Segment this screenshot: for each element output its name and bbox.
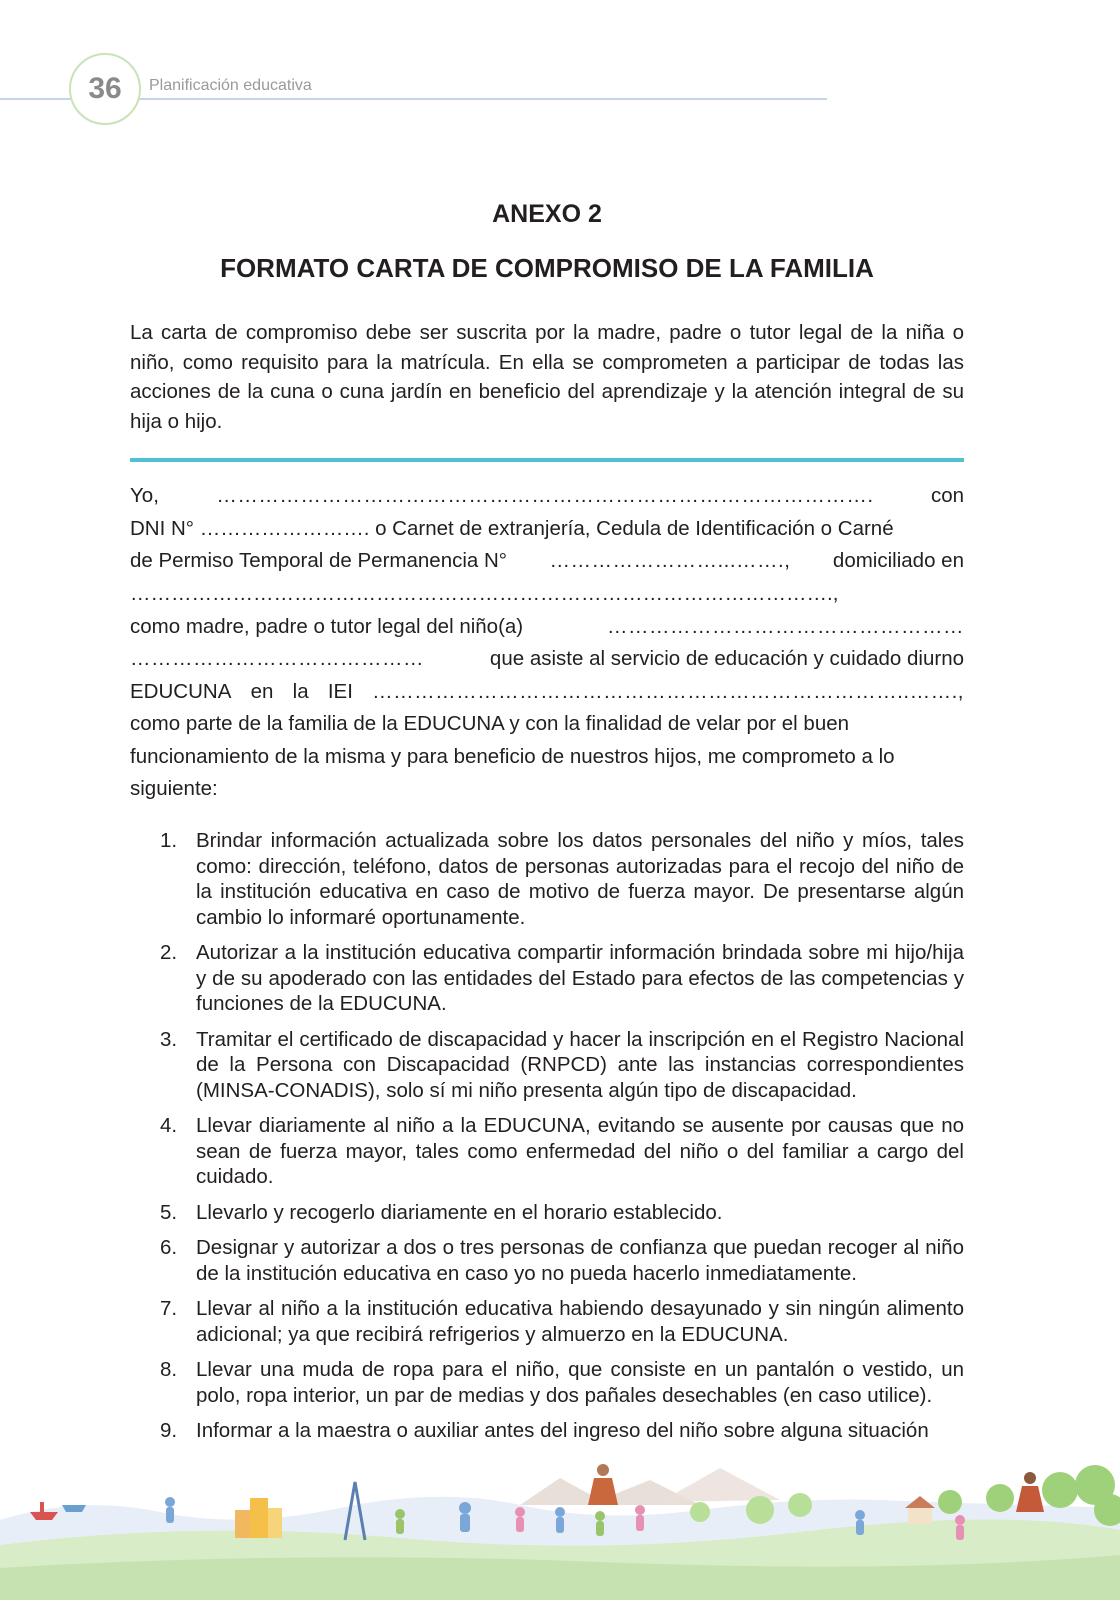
list-item [130,1200,964,1226]
form-text: como madre, padre o tutor legal del niño(a) [130,615,524,638]
list-item [130,828,964,930]
item-number: 1. [160,829,178,852]
form-line-permit [130,549,964,573]
annex-title: ANEXO 2 [492,200,602,228]
list-item [130,1235,964,1286]
list-item [130,1418,964,1444]
form-text: Yo, [130,484,159,507]
form-text: con [930,484,964,507]
item-number: 5. [160,1200,178,1224]
form-line-iei [130,680,964,704]
item-number: 9. [160,1419,178,1442]
footer-landscape-illustration [0,1450,1120,1600]
page-number: 36 [69,53,141,125]
form-line-commit-2: funcionamiento de la misma y para beneficio de nuestros hijos, me comprometo a lo [130,745,895,768]
item-text: Llevar diariamente al niño a la EDUCUNA, evitando se ausente por causas que no sean de fuerza mayor, tales como enfermedad del niño o del familiar a cargo del cuidado. [196,1114,964,1188]
form-text: IEI [327,680,353,703]
blank-permit: ……………………...……., [549,549,791,572]
running-header: Planificación educativa [149,77,312,94]
blank-iei: …………………………………………………………………..……., [372,680,964,703]
blank-name: …………………………………………………………………………………. [216,484,874,507]
commitment-list [130,828,964,1454]
list-item [130,1357,964,1408]
form-line-commit-1: como parte de la familia de la EDUCUNA y con la finalidad de velar por el buen [130,712,850,735]
form-text: EDUCUNA [130,680,232,703]
item-number: 8. [160,1358,178,1381]
form-line-dni: DNI N° ……………………. o Carnet de extranjería, Cedula de Identificación o Carné [130,517,894,540]
item-text: Designar y autorizar a dos o tres personas de confianza que puedan recoger al niño de la institución educativa en caso yo no pueda hacerlo inmediatamente. [196,1236,964,1285]
form-line-commit-3: siguiente: [130,777,218,800]
item-text: Brindar información actualizada sobre los datos personales del niño y míos, tales como: dirección, teléfono, datos de personas autorizadas para el recojo del niño de la institución educativa en caso de motivo de fuerza mayor. De presentarse algún cambio lo informaré oportunamente. [196,829,964,929]
list-item [130,1296,964,1347]
intro-paragraph: La carta de compromiso debe ser suscrita por la madre, padre o tutor legal de la niña o niño, como requisito para la matrícula. En ella se comprometen a participar de todas las acciones de la cuna o cuna jardín en beneficio del aprendizaje y la atención integral de su hija o hijo. [130,321,964,433]
item-text: Tramitar el certificado de discapacidad y hacer la inscripción en el Registro Nacional de la Persona con Discapacidad (RNPCD) ante las instancias correspondientes (MINSA-CONADIS), solo sí mi niño presenta algún tipo de discapacidad. [196,1027,964,1102]
item-text: Llevarlo y recogerlo diariamente en el horario establecido. [196,1200,723,1224]
blank-address: …………………………………………………………………………………………., [130,582,839,605]
list-item [130,1027,964,1104]
blank-child-cont: …………………………………… [130,647,424,670]
document-title: FORMATO CARTA DE COMPROMISO DE LA FAMILIA [220,253,874,283]
form-text: de Permiso Temporal de Permanencia N° [130,549,507,572]
item-number: 2. [160,941,178,964]
section-divider [130,458,964,462]
item-text: Informar a la maestra o auxiliar antes del ingreso del niño sobre alguna situación [196,1419,929,1442]
form-text: la [292,680,309,703]
form-line-guardian [130,615,964,639]
form-text: que asiste al servicio de educación y cuidado diurno [489,647,964,670]
form-line-service [130,647,964,671]
form-text: en [250,680,274,703]
item-text: Autorizar a la institución educativa compartir información brindada sobre mi hijo/hija y de su apoderado con las entidades del Estado para efectos de las competencias y funciones de la EDUCUNA. [196,941,964,1015]
list-item [130,940,964,1017]
form-line-name [130,484,964,508]
list-item [130,1113,964,1190]
blank-child: …………………………………………… [607,615,964,638]
item-number: 6. [160,1236,178,1259]
item-text: Llevar al niño a la institución educativa habiendo desayunado y sin ningún alimento adicional; ya que recibirá refrigerios y almuerzo en la EDUCUNA. [196,1297,964,1346]
item-number: 7. [160,1297,178,1320]
item-text: Llevar una muda de ropa para el niño, que consiste en un pantalón o vestido, un polo, ropa interior, un par de medias y dos pañales desechables (en caso utilice). [196,1358,964,1407]
item-number: 4. [160,1114,178,1137]
form-text: domiciliado en [832,549,964,572]
item-number: 3. [160,1027,178,1051]
